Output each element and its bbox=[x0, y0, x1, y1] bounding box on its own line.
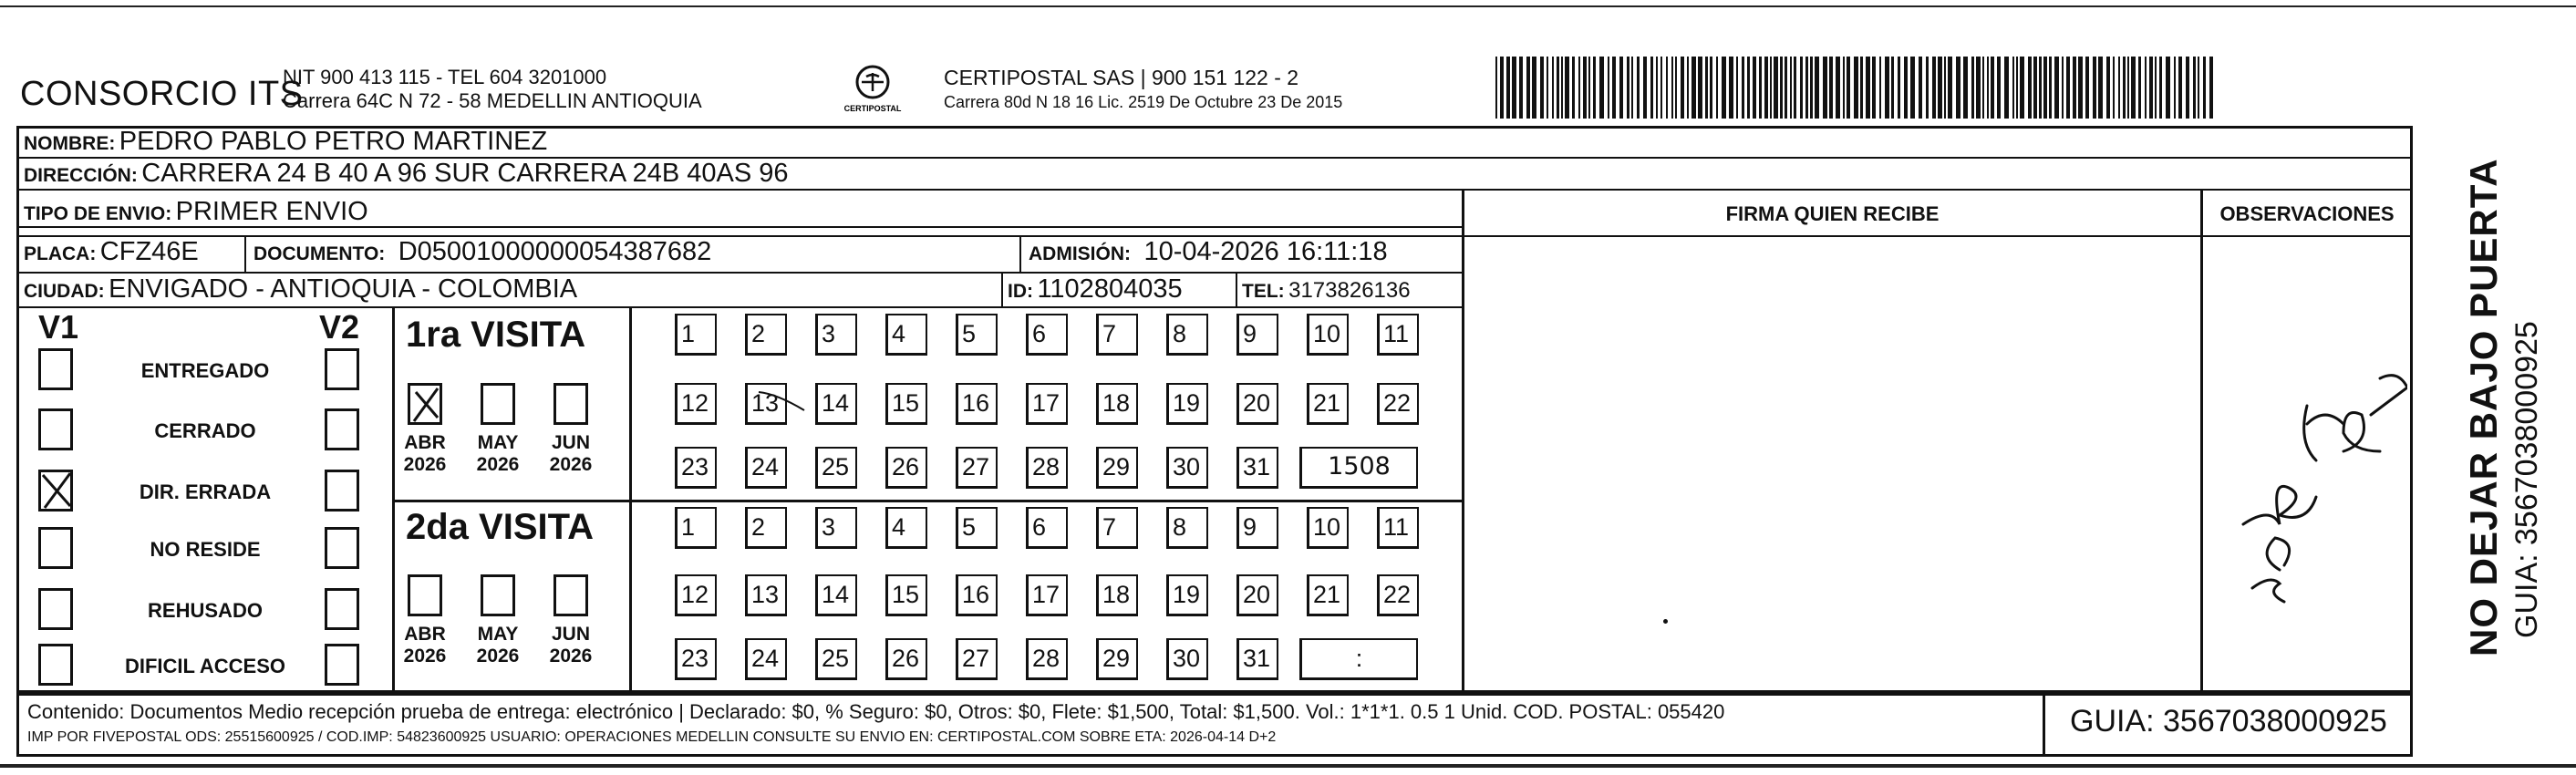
status-label: DIR. ERRADA bbox=[139, 480, 272, 503]
tel-value: 3173826136 bbox=[1288, 278, 1411, 303]
logo-caption: CERTIPOSTAL bbox=[843, 104, 902, 113]
day-box[interactable]: 20 bbox=[1236, 574, 1278, 616]
documento-value: D05001000000054387682 bbox=[398, 237, 712, 266]
day-box[interactable]: 28 bbox=[1026, 638, 1068, 680]
barcode-bar bbox=[2033, 57, 2037, 119]
id-cell bbox=[1008, 274, 1183, 305]
barcode-bar bbox=[1627, 57, 1629, 119]
day-box[interactable]: 10 bbox=[1307, 314, 1349, 356]
barcode-bar bbox=[1956, 57, 1960, 119]
certipostal-logo bbox=[832, 62, 914, 117]
day-box[interactable]: 27 bbox=[956, 638, 998, 680]
v1-header: V1 bbox=[38, 308, 79, 346]
side-warning: NO DEJAR BAJO PUERTA bbox=[2462, 158, 2505, 656]
barcode-bar bbox=[1705, 57, 1708, 119]
barcode-bar bbox=[1519, 57, 1523, 119]
day-box[interactable]: 27 bbox=[956, 447, 998, 489]
day-box[interactable]: 31 bbox=[1236, 447, 1278, 489]
day-box[interactable]: 1 bbox=[675, 507, 717, 549]
second-visit-title: 2da VISITA bbox=[406, 507, 594, 547]
barcode-bar bbox=[1506, 57, 1510, 119]
day-box[interactable]: 26 bbox=[885, 447, 927, 489]
barcode-bar bbox=[2098, 57, 2103, 119]
barcode-bar bbox=[1691, 57, 1696, 119]
company-info bbox=[283, 66, 702, 113]
month-label bbox=[466, 432, 530, 476]
day-box[interactable]: 9 bbox=[1236, 314, 1278, 356]
barcode-bar bbox=[1619, 57, 1623, 119]
day-box[interactable]: 28 bbox=[1026, 447, 1068, 489]
observaciones-header: OBSERVACIONES bbox=[2219, 202, 2395, 225]
barcode-bar bbox=[1770, 57, 1772, 119]
footer-divider bbox=[2043, 693, 2045, 757]
day-box[interactable]: 5 bbox=[956, 507, 998, 549]
day-box[interactable]: 3 bbox=[815, 507, 857, 549]
bottom-rule bbox=[0, 764, 2576, 768]
barcode-bar bbox=[1872, 57, 1876, 119]
barcode-bar bbox=[2127, 57, 2129, 119]
cell-divider bbox=[1236, 272, 1237, 306]
tipo-value: PRIMER ENVIO bbox=[175, 197, 368, 226]
barcode-bar bbox=[1736, 57, 1738, 119]
barcode bbox=[1495, 57, 2220, 119]
first-visit-title: 1ra VISITA bbox=[406, 315, 586, 355]
barcode-bar bbox=[1904, 57, 1908, 119]
nombre-row bbox=[24, 127, 547, 157]
row-rule bbox=[16, 189, 2413, 191]
day-box[interactable]: 14 bbox=[815, 574, 857, 616]
barcode-bar bbox=[2085, 57, 2089, 119]
barcode-bar bbox=[1785, 57, 1787, 119]
v2-checkbox[interactable] bbox=[325, 470, 359, 512]
barcode-bar bbox=[2093, 57, 2096, 119]
direccion-label: DIRECCIÓN: bbox=[24, 165, 138, 186]
day-box[interactable]: 29 bbox=[1096, 447, 1138, 489]
tel-label: TEL: bbox=[1242, 281, 1285, 302]
barcode-bar bbox=[1561, 57, 1563, 119]
certipostal-logo-icon bbox=[832, 62, 914, 117]
month-name: ABR bbox=[404, 432, 446, 453]
visits-rule bbox=[392, 500, 1462, 502]
day-box[interactable]: 4 bbox=[885, 507, 927, 549]
row-rule bbox=[16, 306, 1462, 308]
month-checkbox[interactable] bbox=[481, 383, 515, 425]
day-box[interactable]: 30 bbox=[1166, 447, 1208, 489]
barcode-bar bbox=[1815, 57, 1819, 119]
barcode-bar bbox=[1578, 57, 1580, 119]
check-mark-icon bbox=[41, 471, 70, 510]
status-label: CERRADO bbox=[154, 419, 256, 442]
v2-checkbox[interactable] bbox=[325, 408, 359, 450]
barcode-bar bbox=[1742, 57, 1744, 119]
barcode-bar bbox=[1790, 57, 1792, 119]
day-box[interactable]: 12 bbox=[675, 574, 717, 616]
barcode-bar bbox=[1987, 57, 1989, 119]
barcode-bar bbox=[1948, 57, 1952, 119]
barcode-bar bbox=[2155, 57, 2157, 119]
day-box[interactable]: 16 bbox=[956, 574, 998, 616]
barcode-bar bbox=[1698, 57, 1702, 119]
direccion-row bbox=[24, 159, 789, 189]
barcode-bar bbox=[1612, 57, 1616, 119]
barcode-bar bbox=[2054, 57, 2059, 119]
barcode-bar bbox=[1991, 57, 1994, 119]
barcode-bar bbox=[1860, 57, 1863, 119]
cell-divider bbox=[1001, 272, 1003, 306]
barcode-bar bbox=[1593, 57, 1596, 119]
barcode-bar bbox=[1656, 57, 1658, 119]
barcode-bar bbox=[2073, 57, 2076, 119]
barcode-bar bbox=[2131, 57, 2136, 119]
day-box[interactable]: 13 bbox=[745, 574, 787, 616]
v2-checkbox[interactable] bbox=[325, 644, 359, 686]
v2-checkbox[interactable] bbox=[325, 588, 359, 630]
top-rule bbox=[0, 5, 2576, 7]
barcode-bar bbox=[1836, 57, 1840, 119]
day-box[interactable]: 20 bbox=[1236, 383, 1278, 425]
v2-header: V2 bbox=[319, 308, 360, 346]
direccion-value: CARRERA 24 B 40 A 96 SUR CARRERA 24B 40AS 96 bbox=[141, 159, 789, 188]
admision-value: 10-04-2026 16:11:18 bbox=[1143, 237, 1388, 266]
day-box[interactable]: 21 bbox=[1307, 574, 1349, 616]
day-box[interactable]: 23 bbox=[675, 447, 717, 489]
day-box[interactable]: 23 bbox=[675, 638, 717, 680]
cell-divider bbox=[244, 235, 246, 272]
day-box[interactable]: 15 bbox=[885, 383, 927, 425]
day-box[interactable]: 6 bbox=[1026, 314, 1068, 356]
barcode-bar bbox=[1805, 57, 1808, 119]
month-year: 2026 bbox=[476, 454, 520, 475]
day-box[interactable]: 25 bbox=[815, 638, 857, 680]
day-box[interactable]: 17 bbox=[1026, 383, 1068, 425]
handwritten-observation bbox=[2207, 342, 2407, 615]
ink-dot bbox=[1663, 619, 1668, 624]
obs-divider bbox=[2200, 189, 2203, 693]
day-box[interactable]: 21 bbox=[1307, 383, 1349, 425]
barcode-bar bbox=[2166, 57, 2170, 119]
day-box[interactable]: 10 bbox=[1307, 507, 1349, 549]
barcode-bar bbox=[1650, 57, 1653, 119]
month-label bbox=[393, 432, 457, 476]
month-year: 2026 bbox=[403, 646, 447, 666]
day-box[interactable]: 11 bbox=[1377, 314, 1419, 356]
barcode-bar bbox=[1764, 57, 1768, 119]
month-year: 2026 bbox=[549, 646, 593, 666]
barcode-bar bbox=[1932, 57, 1936, 119]
day-box[interactable]: 22 bbox=[1377, 383, 1419, 425]
barcode-bar bbox=[1547, 57, 1548, 119]
month-checkbox[interactable] bbox=[408, 574, 442, 616]
barcode-bar bbox=[2066, 57, 2070, 119]
barcode-bar bbox=[2159, 57, 2162, 119]
placa-label: PLACA: bbox=[24, 243, 97, 264]
barcode-bar bbox=[1971, 57, 1974, 119]
barcode-bar bbox=[2145, 57, 2147, 119]
barcode-bar bbox=[1753, 57, 1756, 119]
nombre-label: NOMBRE: bbox=[24, 133, 116, 154]
v1-checkbox[interactable] bbox=[38, 408, 73, 450]
day-box[interactable]: 12 bbox=[675, 383, 717, 425]
day-box[interactable]: 9 bbox=[1236, 507, 1278, 549]
barcode-bar bbox=[1847, 57, 1850, 119]
barcode-bar bbox=[1599, 57, 1604, 119]
v1-checkbox[interactable] bbox=[38, 644, 73, 686]
barcode-bar bbox=[2118, 57, 2120, 119]
barcode-bar bbox=[1926, 57, 1929, 119]
id-label: ID: bbox=[1008, 281, 1033, 302]
barcode-bar bbox=[1671, 57, 1673, 119]
barcode-bar bbox=[2043, 57, 2047, 119]
barcode-bar bbox=[2028, 57, 2032, 119]
barcode-bar bbox=[2049, 57, 2052, 119]
barcode-bar bbox=[2106, 57, 2110, 119]
placa-value: CFZ46E bbox=[99, 237, 199, 266]
barcode-bar bbox=[2178, 57, 2182, 119]
month-checkbox[interactable] bbox=[481, 574, 515, 616]
admision-cell bbox=[1029, 237, 1388, 267]
day-box[interactable]: 1 bbox=[675, 314, 717, 356]
v1-checkbox[interactable] bbox=[38, 470, 73, 512]
barcode-bar bbox=[1565, 57, 1569, 119]
status-label: NO RESIDE bbox=[150, 538, 261, 561]
id-value: 1102804035 bbox=[1037, 274, 1183, 304]
barcode-bar bbox=[1637, 57, 1640, 119]
day-box[interactable]: 8 bbox=[1166, 507, 1208, 549]
barcode-bar bbox=[1687, 57, 1689, 119]
day-box[interactable]: 5 bbox=[956, 314, 998, 356]
second-visit-time[interactable]: : bbox=[1299, 638, 1418, 680]
barcode-bar bbox=[2012, 57, 2014, 119]
barcode-bar bbox=[2209, 57, 2213, 119]
barcode-bar bbox=[1495, 57, 1497, 119]
barcode-bar bbox=[1800, 57, 1803, 119]
day-box[interactable]: 29 bbox=[1096, 638, 1138, 680]
tel-cell bbox=[1242, 278, 1411, 304]
barcode-bar bbox=[1997, 57, 2001, 119]
barcode-bar bbox=[2020, 57, 2024, 119]
barcode-bar bbox=[1866, 57, 1870, 119]
v2-checkbox[interactable] bbox=[325, 527, 359, 569]
barcode-bar bbox=[1774, 57, 1778, 119]
nombre-value: PEDRO PABLO PETRO MARTINEZ bbox=[119, 127, 548, 156]
certipostal-license: Carrera 80d N 18 16 Lic. 2519 De Octubre 23 De 2015 bbox=[944, 93, 1343, 111]
barcode-bar bbox=[1843, 57, 1845, 119]
barcode-bar bbox=[1829, 57, 1833, 119]
barcode-bar bbox=[1660, 57, 1662, 119]
day-box[interactable]: 24 bbox=[745, 638, 787, 680]
barcode-bar bbox=[1512, 57, 1516, 119]
month-name: ABR bbox=[404, 624, 446, 645]
barcode-bar bbox=[1710, 57, 1712, 119]
barcode-bar bbox=[1747, 57, 1750, 119]
first-visit-time[interactable]: 1508 bbox=[1299, 447, 1418, 489]
day-box[interactable]: 8 bbox=[1166, 314, 1208, 356]
barcode-bar bbox=[1780, 57, 1783, 119]
tipo-label: TIPO DE ENVIO: bbox=[24, 203, 172, 224]
day-box[interactable]: 7 bbox=[1096, 314, 1138, 356]
month-label bbox=[466, 624, 530, 667]
month-label bbox=[393, 624, 457, 667]
barcode-bar bbox=[1675, 57, 1677, 119]
barcode-bar bbox=[1919, 57, 1922, 119]
barcode-bar bbox=[1885, 57, 1889, 119]
barcode-bar bbox=[2123, 57, 2126, 119]
barcode-bar bbox=[1631, 57, 1633, 119]
month-year: 2026 bbox=[549, 454, 593, 475]
barcode-bar bbox=[2039, 57, 2042, 119]
day-box[interactable]: 6 bbox=[1026, 507, 1068, 549]
barcode-bar bbox=[1552, 57, 1554, 119]
company-name: CONSORCIO ITS bbox=[20, 75, 304, 113]
barcode-bar bbox=[1910, 57, 1915, 119]
company-address: Carrera 64C N 72 - 58 MEDELLIN ANTIOQUIA bbox=[283, 89, 702, 112]
ciudad-label: CIUDAD: bbox=[24, 281, 105, 302]
barcode-bar bbox=[2113, 57, 2115, 119]
barcode-bar bbox=[2193, 57, 2196, 119]
v2-checkbox[interactable] bbox=[325, 348, 359, 390]
barcode-bar bbox=[1794, 57, 1796, 119]
day-box[interactable]: 30 bbox=[1166, 638, 1208, 680]
barcode-bar bbox=[2016, 57, 2018, 119]
barcode-bar bbox=[1500, 57, 1504, 119]
month-name: MAY bbox=[477, 432, 519, 453]
scribble-icon bbox=[757, 385, 812, 412]
month-year: 2026 bbox=[476, 646, 520, 666]
barcode-bar bbox=[1854, 57, 1858, 119]
barcode-bar bbox=[2062, 57, 2064, 119]
month-name: JUN bbox=[551, 624, 590, 645]
v1-checkbox[interactable] bbox=[38, 588, 73, 630]
day-box[interactable]: 25 bbox=[815, 447, 857, 489]
barcode-bar bbox=[1608, 57, 1609, 119]
company-nit: NIT 900 413 115 - TEL 604 3201000 bbox=[283, 66, 607, 88]
barcode-bar bbox=[1810, 57, 1813, 119]
barcode-bar bbox=[2203, 57, 2206, 119]
barcode-bar bbox=[2004, 57, 2009, 119]
firma-divider bbox=[1462, 189, 1464, 693]
day-box[interactable]: 26 bbox=[885, 638, 927, 680]
month-name: MAY bbox=[477, 624, 519, 645]
day-box[interactable]: 16 bbox=[956, 383, 998, 425]
day-box[interactable]: 14 bbox=[815, 383, 857, 425]
status-label: REHUSADO bbox=[148, 599, 263, 622]
day-box[interactable]: 22 bbox=[1377, 574, 1419, 616]
ciudad-cell bbox=[24, 274, 577, 305]
status-label: DIFICIL ACCESO bbox=[124, 655, 285, 677]
barcode-bar bbox=[2138, 57, 2141, 119]
barcode-bar bbox=[1526, 57, 1530, 119]
v1-checkbox[interactable] bbox=[38, 348, 73, 390]
barcode-bar bbox=[1540, 57, 1544, 119]
day-box[interactable]: 31 bbox=[1236, 638, 1278, 680]
barcode-bar bbox=[1963, 57, 1968, 119]
barcode-bar bbox=[1976, 57, 1981, 119]
barcode-bar bbox=[1891, 57, 1894, 119]
month-label bbox=[539, 624, 603, 667]
month-year: 2026 bbox=[403, 454, 447, 475]
barcode-bar bbox=[2186, 57, 2189, 119]
barcode-bar bbox=[1681, 57, 1684, 119]
day-box[interactable]: 18 bbox=[1096, 574, 1138, 616]
day-box[interactable]: 15 bbox=[885, 574, 927, 616]
barcode-bar bbox=[1532, 57, 1536, 119]
barcode-bar bbox=[2149, 57, 2153, 119]
day-box[interactable]: 7 bbox=[1096, 507, 1138, 549]
admision-label: ADMISIÓN: bbox=[1029, 243, 1131, 264]
barcode-bar bbox=[1823, 57, 1827, 119]
row-rule bbox=[16, 272, 1462, 274]
status-label: ENTREGADO bbox=[140, 359, 270, 382]
v1-checkbox[interactable] bbox=[38, 527, 73, 569]
month-checkbox[interactable] bbox=[408, 383, 442, 425]
barcode-bar bbox=[1583, 57, 1587, 119]
documento-cell bbox=[253, 237, 711, 267]
day-box[interactable]: 4 bbox=[885, 314, 927, 356]
barcode-bar bbox=[2198, 57, 2199, 119]
day-box[interactable]: 19 bbox=[1166, 383, 1208, 425]
barcode-bar bbox=[1572, 57, 1575, 119]
month-checkbox[interactable] bbox=[553, 383, 588, 425]
certipostal-nit: CERTIPOSTAL SAS | 900 151 122 - 2 bbox=[944, 66, 1299, 89]
month-name: JUN bbox=[551, 432, 590, 453]
barcode-bar bbox=[1759, 57, 1762, 119]
barcode-icon bbox=[1495, 57, 2220, 119]
barcode-bar bbox=[2174, 57, 2176, 119]
side-guia: GUIA: 3567038000925 bbox=[2509, 321, 2544, 638]
barcode-bar bbox=[1716, 57, 1718, 119]
footer-content: Contenido: Documentos Medio recepción prueba de entrega: electrónico | Declarado: $0, % Seguro: $0, Otros: $0, Flete: $1,500, Total: $1,500. Vol.: 1*1*1. 0.5 1 Unid. COD. POSTAL: 055420 bbox=[27, 700, 1725, 723]
ciudad-value: ENVIGADO - ANTIOQUIA - COLOMBIA bbox=[109, 274, 578, 304]
barcode-bar bbox=[1879, 57, 1881, 119]
footer-guia: GUIA: 3567038000925 bbox=[2070, 704, 2387, 739]
month-label bbox=[539, 432, 603, 476]
day-box[interactable]: 24 bbox=[745, 447, 787, 489]
day-box[interactable]: 17 bbox=[1026, 574, 1068, 616]
day-box[interactable]: 13 bbox=[745, 383, 787, 425]
day-box[interactable]: 18 bbox=[1096, 383, 1138, 425]
barcode-bar bbox=[1729, 57, 1733, 119]
barcode-bar bbox=[1982, 57, 1984, 119]
day-box[interactable]: 2 bbox=[745, 507, 787, 549]
check-mark-icon bbox=[410, 385, 440, 423]
cell-divider bbox=[1019, 235, 1021, 272]
footer-print-info: IMP POR FIVEPOSTAL ODS: 25515600925 / COD.IMP: 54823600925 USUARIO: OPERACIONES MEDELLIN CONSULTE SU ENVIO EN: CERTIPOSTAL.COM SOBRE ETA: 2026-04-14 D+2 bbox=[27, 729, 1277, 745]
barcode-bar bbox=[1722, 57, 1726, 119]
barcode-bar bbox=[2078, 57, 2083, 119]
barcode-bar bbox=[1643, 57, 1647, 119]
barcode-bar bbox=[1666, 57, 1668, 119]
barcode-bar bbox=[1557, 57, 1559, 119]
handwriting-icon bbox=[2207, 342, 2407, 615]
day-box[interactable]: 2 bbox=[745, 314, 787, 356]
tipo-row bbox=[24, 197, 368, 227]
day-box[interactable]: 19 bbox=[1166, 574, 1208, 616]
day-box[interactable]: 3 bbox=[815, 314, 857, 356]
barcode-bar bbox=[1898, 57, 1900, 119]
month-checkbox[interactable] bbox=[553, 574, 588, 616]
barcode-bar bbox=[1588, 57, 1590, 119]
barcode-bar bbox=[1938, 57, 1942, 119]
documento-label: DOCUMENTO: bbox=[253, 243, 386, 264]
placa-cell bbox=[24, 237, 199, 267]
firma-header: FIRMA QUIEN RECIBE bbox=[1725, 202, 1940, 225]
day-box[interactable]: 11 bbox=[1377, 507, 1419, 549]
barcode-bar bbox=[1944, 57, 1946, 119]
